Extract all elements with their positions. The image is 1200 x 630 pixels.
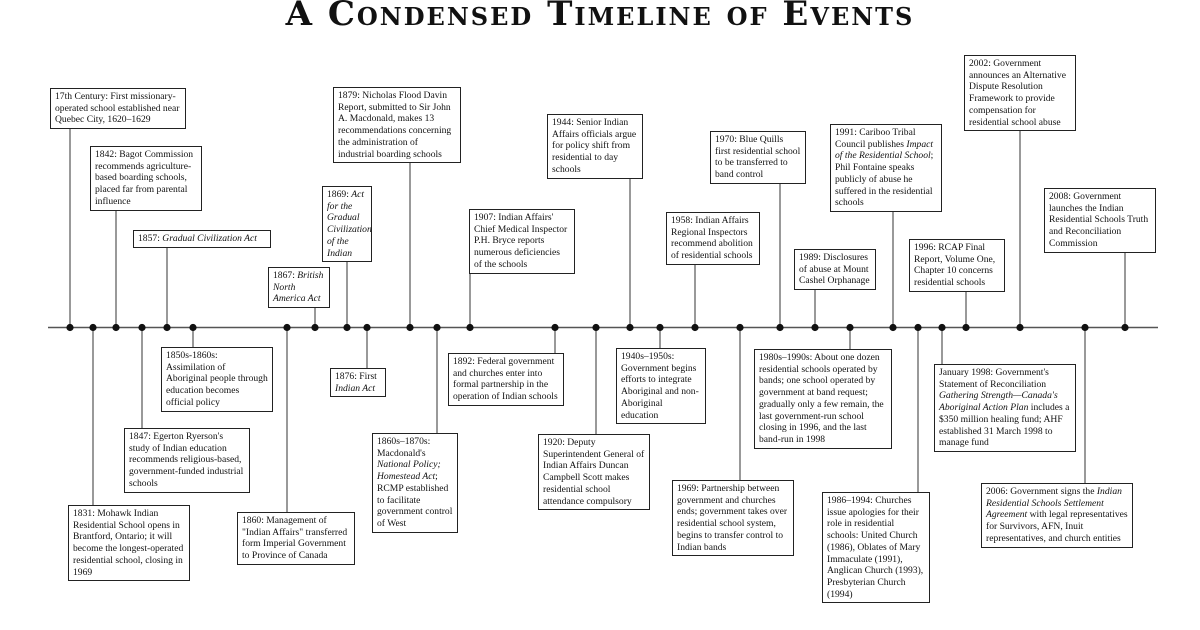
event-box-e16: 1920: Deputy Superintendent General of Indian Affairs Duncan Campbell Scott makes residential school attendance compulsory bbox=[538, 434, 650, 510]
event-box-e7: 1867: British North America Act bbox=[268, 267, 330, 308]
event-box-e28: 2008: Government launches the Indian Residential Schools Truth and Reconciliation Commission bbox=[1044, 188, 1156, 253]
event-box-e6: 1831: Mohawk Indian Residential School opens in Brantford, Ontario; it will become the longest-operated residential school, closing in 1969 bbox=[68, 505, 190, 581]
timeline-dot-e5 bbox=[138, 324, 145, 331]
timeline-dot-e22 bbox=[846, 324, 853, 331]
event-box-e19: 1969: Partnership between government and churches ends; government takes over residential school system, begins to transfer control to Indian bands bbox=[672, 480, 794, 556]
event-box-e24: 1986–1994: Churches issue apologies for their role in residential schools: United Church (1986), Oblates of Mary Immaculate (1991), Anglican Church (1993), Presbyterian Church (1994) bbox=[822, 492, 930, 603]
timeline-dot-e6 bbox=[89, 324, 96, 331]
event-box-e12: 1860s–1870s: Macdonald's National Policy; Homestead Act; RCMP established to facilitate government control of West bbox=[372, 433, 458, 533]
event-box-e25: 1996: RCAP Final Report, Volume One, Chapter 10 concerns residential schools bbox=[909, 239, 1005, 292]
timeline-dot-e29 bbox=[1081, 324, 1088, 331]
event-box-e1: 17th Century: First missionary-operated school established near Quebec City, 1620–1629 bbox=[50, 88, 186, 129]
timeline-dot-e16 bbox=[592, 324, 599, 331]
timeline-dot-e13 bbox=[466, 324, 473, 331]
event-box-e2: 1842: Bagot Commission recommends agriculture-based boarding schools, placed far from parental influence bbox=[90, 146, 202, 211]
timeline-dot-e25 bbox=[962, 324, 969, 331]
event-box-e3: 1857: Gradual Civilization Act bbox=[133, 230, 271, 248]
timeline-dot-e15 bbox=[626, 324, 633, 331]
event-box-e15: 1944: Senior Indian Affairs officials argue for policy shift from residential to day schools bbox=[547, 114, 643, 179]
timeline-dot-e19 bbox=[736, 324, 743, 331]
event-box-e8: 1860: Management of "Indian Affairs" transferred form Imperial Government to Province of Canada bbox=[237, 512, 355, 565]
event-box-e22: 1980s–1990s: About one dozen residential schools operated by bands; one school operated by government at band request; gradually only a few remain, the last government-run school closing in 1996, and the last band-run in 1998 bbox=[754, 349, 892, 449]
timeline-dot-e3 bbox=[163, 324, 170, 331]
event-box-e29: 2006: Government signs the Indian Residential Schools Settlement Agreement with legal representatives for Survivors, AFN, Inuit representatives, and church entities bbox=[981, 483, 1133, 548]
event-box-e21: 1989: Disclosures of abuse at Mount Cashel Orphanage bbox=[794, 249, 876, 290]
event-box-e20: 1970: Blue Quills first residential school to be transferred to band control bbox=[710, 131, 806, 184]
event-box-e10: 1879: Nicholas Flood Davin Report, submitted to Sir John A. Macdonald, makes 13 recommendations concerning the administration of industrial boarding schools bbox=[333, 87, 461, 163]
event-box-e4: 1850s-1860s: Assimilation of Aboriginal people through education becomes official policy bbox=[161, 347, 273, 412]
event-box-e9: 1869: Act for the Gradual Civilization of the Indian bbox=[322, 186, 372, 262]
timeline-dot-e23 bbox=[889, 324, 896, 331]
event-box-e17: 1940s–1950s: Government begins efforts to integrate Aboriginal and non-Aboriginal education bbox=[616, 348, 706, 424]
event-box-e14: 1892: Federal government and churches enter into formal partnership in the operation of Indian schools bbox=[448, 353, 564, 406]
timeline-dot-e9 bbox=[343, 324, 350, 331]
event-box-e11: 1876: First Indian Act bbox=[330, 368, 386, 397]
event-box-e26: January 1998: Government's Statement of Reconciliation Gathering Strength—Canada's Aboriginal Action Plan includes a $350 million healing fund; AHF established 31 March 1998 to manage fund bbox=[934, 364, 1076, 452]
timeline-dot-e26 bbox=[938, 324, 945, 331]
timeline-dot-e4 bbox=[189, 324, 196, 331]
timeline-dot-e28 bbox=[1121, 324, 1128, 331]
event-box-e13: 1907: Indian Affairs' Chief Medical Inspector P.H. Bryce reports numerous deficiencies of the schools bbox=[469, 209, 575, 274]
event-box-e5: 1847: Egerton Ryerson's study of Indian education recommends religious-based, government-funded industrial schools bbox=[124, 428, 250, 493]
timeline-dot-e8 bbox=[283, 324, 290, 331]
timeline-dot-e14 bbox=[551, 324, 558, 331]
event-box-e23: 1991: Cariboo Tribal Council publishes Impact of the Residential School; Phil Fontaine speaks publicly of abuse he suffered in the residential schools bbox=[830, 124, 942, 212]
timeline-dot-e12 bbox=[433, 324, 440, 331]
timeline-dot-e10 bbox=[406, 324, 413, 331]
timeline-dot-e17 bbox=[656, 324, 663, 331]
timeline-dot-e24 bbox=[914, 324, 921, 331]
event-box-e27: 2002: Government announces an Alternative Dispute Resolution Framework to provide compensation for residential school abuse bbox=[964, 55, 1076, 131]
timeline-dot-e21 bbox=[811, 324, 818, 331]
timeline-dot-e7 bbox=[311, 324, 318, 331]
timeline-dot-e20 bbox=[776, 324, 783, 331]
timeline-dot-e1 bbox=[66, 324, 73, 331]
timeline-dot-e27 bbox=[1016, 324, 1023, 331]
timeline-dot-e18 bbox=[691, 324, 698, 331]
event-box-e18: 1958: Indian Affairs Regional Inspectors recommend abolition of residential schools bbox=[666, 212, 760, 265]
timeline-dot-e2 bbox=[112, 324, 119, 331]
page-title: A Condensed Timeline of Events bbox=[285, 0, 915, 34]
timeline-dot-e11 bbox=[363, 324, 370, 331]
